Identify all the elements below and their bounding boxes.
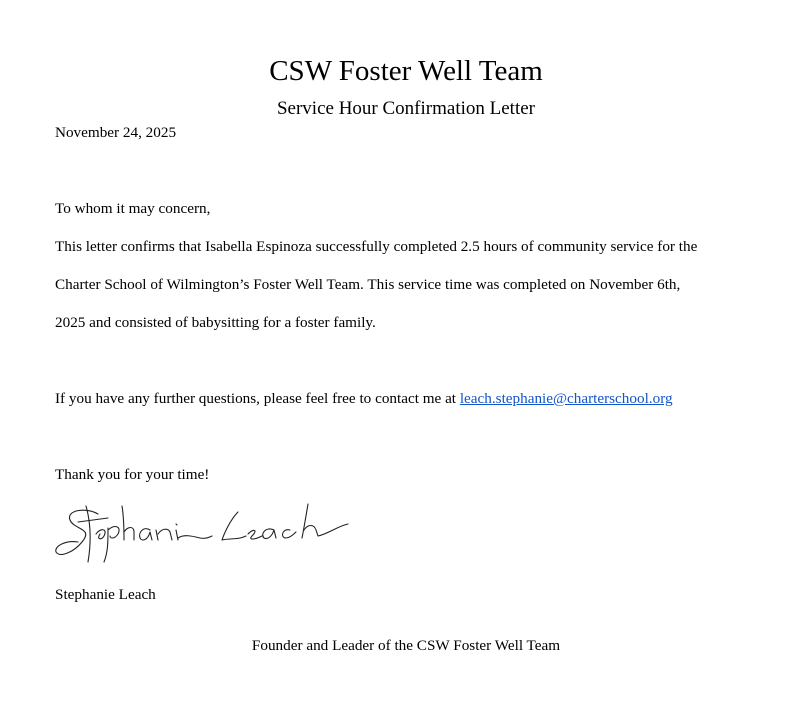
letter-subtitle: Service Hour Confirmation Letter: [276, 98, 535, 119]
contact-line: [55, 389, 673, 409]
signer-title: Founder and Leader of the CSW Foster Well Team: [251, 637, 561, 654]
closing-line: Thank you for your time!: [55, 466, 210, 483]
signer-name: Stephanie Leach: [55, 586, 156, 603]
body-line-1: This letter confirms that Isabella Espinoza successfully completed 2.5 hours of community service for the: [55, 238, 698, 255]
body-line-3: 2025 and consisted of babysitting for a foster family.: [55, 314, 376, 331]
letter-date: November 24, 2025: [55, 124, 177, 141]
body-line-2: Charter School of Wilmington’s Foster Well Team. This service time was completed on November 6th,: [55, 276, 681, 293]
letter-title: CSW Foster Well Team: [269, 55, 543, 87]
handwritten-signature: [52, 498, 352, 568]
contact-email-link[interactable]: leach.stephanie@charterschool.org: [459, 390, 673, 407]
salutation: To whom it may concern,: [55, 200, 211, 217]
contact-prefix: If you have any further questions, please feel free to contact me at: [55, 390, 460, 407]
